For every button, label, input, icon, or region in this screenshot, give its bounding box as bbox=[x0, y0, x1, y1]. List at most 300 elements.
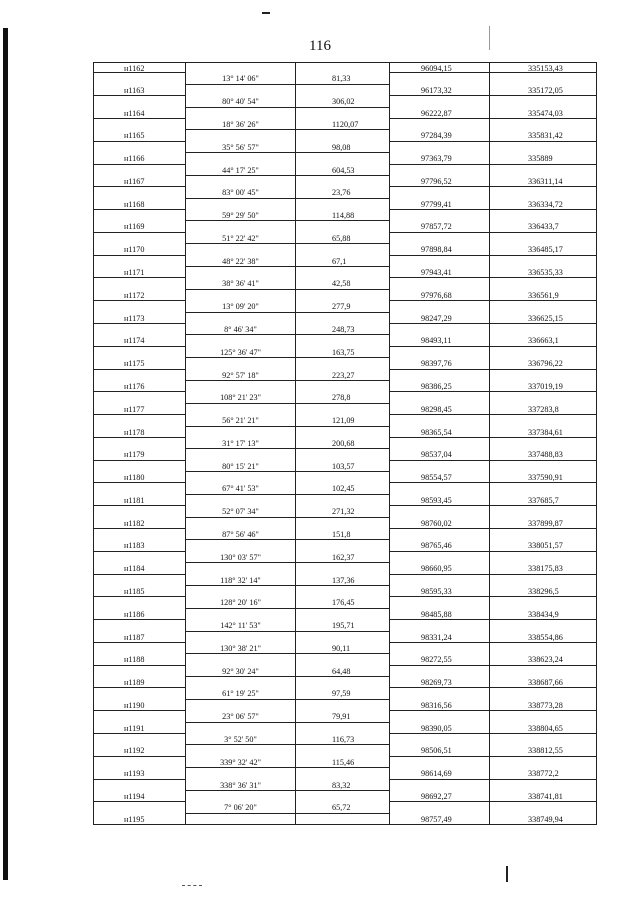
distance-cell bbox=[295, 85, 389, 96]
table-row-segment bbox=[93, 529, 597, 540]
direction-angle-cell bbox=[185, 404, 295, 415]
table-row-point bbox=[93, 404, 597, 415]
x-coordinate-cell: 96094,15 bbox=[389, 62, 489, 73]
y-coordinate-cell: 336311,14 bbox=[489, 176, 597, 187]
direction-angle-cell bbox=[185, 244, 295, 255]
point-name-cell: н1195 bbox=[93, 814, 185, 825]
distance-cell bbox=[295, 221, 389, 232]
x-coordinate-cell bbox=[389, 461, 489, 472]
direction-angle-cell: 83° 00' 45" bbox=[185, 187, 295, 198]
distance-cell: 79,91 bbox=[295, 711, 389, 722]
y-coordinate-cell bbox=[489, 734, 597, 745]
point-name-cell bbox=[93, 233, 185, 244]
x-coordinate-cell: 97857,72 bbox=[389, 221, 489, 232]
table-row-point bbox=[93, 358, 597, 369]
point-name-cell: н1193 bbox=[93, 768, 185, 779]
distance-cell bbox=[295, 62, 389, 73]
direction-angle-cell: 59° 29' 50" bbox=[185, 210, 295, 221]
distance-cell: 23,76 bbox=[295, 187, 389, 198]
table-row-segment bbox=[93, 96, 597, 107]
direction-angle-cell bbox=[185, 677, 295, 688]
y-coordinate-cell bbox=[489, 529, 597, 540]
direction-angle-cell: 142° 11' 53" bbox=[185, 620, 295, 631]
point-name-cell: н1182 bbox=[93, 518, 185, 529]
scan-edge-shadow bbox=[3, 28, 8, 880]
x-coordinate-cell: 98692,27 bbox=[389, 791, 489, 802]
table-row-point bbox=[93, 381, 597, 392]
direction-angle-cell: 92° 30' 24" bbox=[185, 666, 295, 677]
direction-angle-cell bbox=[185, 814, 295, 825]
point-name-cell: н1179 bbox=[93, 449, 185, 460]
distance-cell: 102,45 bbox=[295, 483, 389, 494]
x-coordinate-cell bbox=[389, 96, 489, 107]
y-coordinate-cell: 336663,1 bbox=[489, 335, 597, 346]
point-name-cell bbox=[93, 278, 185, 289]
direction-angle-cell: 92° 57' 18" bbox=[185, 370, 295, 381]
x-coordinate-cell: 98485,88 bbox=[389, 609, 489, 620]
point-name-cell bbox=[93, 96, 185, 107]
y-coordinate-cell bbox=[489, 666, 597, 677]
point-name-cell bbox=[93, 757, 185, 768]
table-row-segment bbox=[93, 256, 597, 267]
table-row-segment bbox=[93, 187, 597, 198]
table-row-segment bbox=[93, 552, 597, 563]
point-name-cell bbox=[93, 575, 185, 586]
x-coordinate-cell bbox=[389, 233, 489, 244]
y-coordinate-cell bbox=[489, 552, 597, 563]
direction-angle-cell: 51° 22' 42" bbox=[185, 233, 295, 244]
y-coordinate-cell: 338175,83 bbox=[489, 563, 597, 574]
table-row-point bbox=[93, 427, 597, 438]
direction-angle-cell: 108° 21' 23" bbox=[185, 392, 295, 403]
direction-angle-cell: 61° 19' 25" bbox=[185, 688, 295, 699]
y-coordinate-cell: 338749,94 bbox=[489, 814, 597, 825]
x-coordinate-cell: 98397,76 bbox=[389, 358, 489, 369]
distance-cell bbox=[295, 267, 389, 278]
direction-angle-cell bbox=[185, 745, 295, 756]
x-coordinate-cell bbox=[389, 483, 489, 494]
x-coordinate-cell bbox=[389, 506, 489, 517]
y-coordinate-cell bbox=[489, 119, 597, 130]
x-coordinate-cell bbox=[389, 552, 489, 563]
x-coordinate-cell bbox=[389, 256, 489, 267]
x-coordinate-cell: 97796,52 bbox=[389, 176, 489, 187]
table-row-segment bbox=[93, 643, 597, 654]
table-row-segment bbox=[93, 461, 597, 472]
x-coordinate-cell: 98554,57 bbox=[389, 472, 489, 483]
table-row-point bbox=[93, 335, 597, 346]
distance-cell bbox=[295, 791, 389, 802]
x-coordinate-cell: 97943,41 bbox=[389, 267, 489, 278]
y-coordinate-cell bbox=[489, 802, 597, 813]
direction-angle-cell bbox=[185, 723, 295, 734]
distance-cell bbox=[295, 745, 389, 756]
y-coordinate-cell bbox=[489, 301, 597, 312]
point-name-cell: н1189 bbox=[93, 677, 185, 688]
distance-cell bbox=[295, 176, 389, 187]
table-row-point bbox=[93, 586, 597, 597]
point-name-cell: н1194 bbox=[93, 791, 185, 802]
direction-angle-cell bbox=[185, 176, 295, 187]
point-name-cell bbox=[93, 780, 185, 791]
table-row-segment bbox=[93, 597, 597, 608]
distance-cell bbox=[295, 723, 389, 734]
direction-angle-cell: 56° 21' 21" bbox=[185, 415, 295, 426]
table-row-point bbox=[93, 221, 597, 232]
distance-cell: 278,8 bbox=[295, 392, 389, 403]
y-coordinate-cell bbox=[489, 506, 597, 517]
direction-angle-cell: 13° 14' 06" bbox=[185, 73, 295, 84]
table-row-segment bbox=[93, 278, 597, 289]
table-row-segment bbox=[93, 415, 597, 426]
table-row-segment bbox=[93, 119, 597, 130]
y-coordinate-cell: 335474,03 bbox=[489, 108, 597, 119]
table-row-segment bbox=[93, 347, 597, 358]
distance-cell: 65,88 bbox=[295, 233, 389, 244]
point-name-cell: н1181 bbox=[93, 495, 185, 506]
table-row-point bbox=[93, 814, 597, 825]
point-name-cell: н1191 bbox=[93, 723, 185, 734]
distance-cell: 151,8 bbox=[295, 529, 389, 540]
scan-mark-dots bbox=[182, 885, 202, 887]
y-coordinate-cell: 336625,15 bbox=[489, 313, 597, 324]
point-name-cell: н1164 bbox=[93, 108, 185, 119]
distance-cell: 103,57 bbox=[295, 461, 389, 472]
distance-cell bbox=[295, 130, 389, 141]
direction-angle-cell: 23° 06' 57" bbox=[185, 711, 295, 722]
direction-angle-cell: 125° 36' 47" bbox=[185, 347, 295, 358]
x-coordinate-cell: 97976,68 bbox=[389, 290, 489, 301]
table-row-point bbox=[93, 108, 597, 119]
x-coordinate-cell: 98269,73 bbox=[389, 677, 489, 688]
point-name-cell bbox=[93, 802, 185, 813]
direction-angle-cell bbox=[185, 358, 295, 369]
table-row-point bbox=[93, 267, 597, 278]
direction-angle-cell bbox=[185, 221, 295, 232]
distance-cell bbox=[295, 335, 389, 346]
point-name-cell bbox=[93, 597, 185, 608]
distance-cell: 98,08 bbox=[295, 142, 389, 153]
x-coordinate-cell bbox=[389, 370, 489, 381]
x-coordinate-cell bbox=[389, 210, 489, 221]
distance-cell: 195,71 bbox=[295, 620, 389, 631]
direction-angle-cell bbox=[185, 290, 295, 301]
point-name-cell bbox=[93, 119, 185, 130]
point-name-cell: н1184 bbox=[93, 563, 185, 574]
point-name-cell bbox=[93, 187, 185, 198]
distance-cell bbox=[295, 632, 389, 643]
direction-angle-cell: 130° 03' 57" bbox=[185, 552, 295, 563]
y-coordinate-cell: 335889 bbox=[489, 153, 597, 164]
y-coordinate-cell bbox=[489, 780, 597, 791]
x-coordinate-cell: 98757,49 bbox=[389, 814, 489, 825]
distance-cell: 137,36 bbox=[295, 575, 389, 586]
table-row-point bbox=[93, 609, 597, 620]
table-row-segment bbox=[93, 301, 597, 312]
scan-mark-bottom bbox=[506, 866, 508, 882]
direction-angle-cell: 13° 09' 20" bbox=[185, 301, 295, 312]
distance-cell bbox=[295, 153, 389, 164]
direction-angle-cell bbox=[185, 586, 295, 597]
page-number: 116 bbox=[309, 38, 331, 54]
y-coordinate-cell: 337384,61 bbox=[489, 427, 597, 438]
distance-cell bbox=[295, 518, 389, 529]
y-coordinate-cell bbox=[489, 620, 597, 631]
distance-cell bbox=[295, 427, 389, 438]
y-coordinate-cell bbox=[489, 96, 597, 107]
x-coordinate-cell: 98660,95 bbox=[389, 563, 489, 574]
point-name-cell: н1167 bbox=[93, 176, 185, 187]
distance-cell: 162,37 bbox=[295, 552, 389, 563]
y-coordinate-cell bbox=[489, 278, 597, 289]
y-coordinate-cell bbox=[489, 370, 597, 381]
y-coordinate-cell bbox=[489, 688, 597, 699]
table-row-point bbox=[93, 791, 597, 802]
table-row-point bbox=[93, 518, 597, 529]
point-name-cell bbox=[93, 324, 185, 335]
direction-angle-cell: 67° 41' 53" bbox=[185, 483, 295, 494]
point-name-cell bbox=[93, 392, 185, 403]
point-name-cell bbox=[93, 506, 185, 517]
y-coordinate-cell: 336535,33 bbox=[489, 267, 597, 278]
table-row-segment bbox=[93, 711, 597, 722]
table-row-segment bbox=[93, 802, 597, 813]
distance-cell bbox=[295, 654, 389, 665]
y-coordinate-cell bbox=[489, 324, 597, 335]
x-coordinate-cell bbox=[389, 278, 489, 289]
point-name-cell: н1192 bbox=[93, 745, 185, 756]
distance-cell: 248,73 bbox=[295, 324, 389, 335]
scan-mark-top bbox=[262, 12, 270, 14]
table-row-point bbox=[93, 563, 597, 574]
x-coordinate-cell bbox=[389, 392, 489, 403]
x-coordinate-cell bbox=[389, 165, 489, 176]
table-row-segment bbox=[93, 392, 597, 403]
x-coordinate-cell: 98493,11 bbox=[389, 335, 489, 346]
y-coordinate-cell: 338804,65 bbox=[489, 723, 597, 734]
direction-angle-cell bbox=[185, 768, 295, 779]
table-row-segment bbox=[93, 370, 597, 381]
table-row-point bbox=[93, 244, 597, 255]
x-coordinate-cell: 98593,45 bbox=[389, 495, 489, 506]
x-coordinate-cell bbox=[389, 802, 489, 813]
direction-angle-cell bbox=[185, 267, 295, 278]
point-name-cell: н1174 bbox=[93, 335, 185, 346]
table-row-point bbox=[93, 472, 597, 483]
y-coordinate-cell bbox=[489, 415, 597, 426]
point-name-cell: н1171 bbox=[93, 267, 185, 278]
x-coordinate-cell bbox=[389, 73, 489, 84]
distance-cell: 83,32 bbox=[295, 780, 389, 791]
x-coordinate-cell: 98614,69 bbox=[389, 768, 489, 779]
y-coordinate-cell bbox=[489, 575, 597, 586]
distance-cell: 81,33 bbox=[295, 73, 389, 84]
point-name-cell bbox=[93, 256, 185, 267]
direction-angle-cell bbox=[185, 632, 295, 643]
direction-angle-cell bbox=[185, 313, 295, 324]
table-row-point bbox=[93, 632, 597, 643]
distance-cell: 277,9 bbox=[295, 301, 389, 312]
y-coordinate-cell: 338741,81 bbox=[489, 791, 597, 802]
table-row-segment bbox=[93, 165, 597, 176]
table-row-segment bbox=[93, 575, 597, 586]
direction-angle-cell: 338° 36' 31" bbox=[185, 780, 295, 791]
distance-cell bbox=[295, 586, 389, 597]
direction-angle-cell bbox=[185, 449, 295, 460]
distance-cell: 115,46 bbox=[295, 757, 389, 768]
y-coordinate-cell: 337283,8 bbox=[489, 404, 597, 415]
point-name-cell: н1180 bbox=[93, 472, 185, 483]
distance-cell: 223,27 bbox=[295, 370, 389, 381]
distance-cell bbox=[295, 677, 389, 688]
point-name-cell: н1165 bbox=[93, 130, 185, 141]
direction-angle-cell bbox=[185, 495, 295, 506]
x-coordinate-cell: 98390,05 bbox=[389, 723, 489, 734]
direction-angle-cell: 118° 32' 14" bbox=[185, 575, 295, 586]
direction-angle-cell bbox=[185, 85, 295, 96]
y-coordinate-cell: 336796,22 bbox=[489, 358, 597, 369]
point-name-cell: н1163 bbox=[93, 85, 185, 96]
distance-cell: 65,72 bbox=[295, 802, 389, 813]
y-coordinate-cell bbox=[489, 392, 597, 403]
y-coordinate-cell: 338773,28 bbox=[489, 700, 597, 711]
point-name-cell bbox=[93, 415, 185, 426]
table-row-segment bbox=[93, 324, 597, 335]
distance-cell: 163,75 bbox=[295, 347, 389, 358]
point-name-cell bbox=[93, 734, 185, 745]
point-name-cell: н1178 bbox=[93, 427, 185, 438]
y-coordinate-cell bbox=[489, 142, 597, 153]
y-coordinate-cell bbox=[489, 73, 597, 84]
y-coordinate-cell: 338812,55 bbox=[489, 745, 597, 756]
direction-angle-cell: 8° 46' 34" bbox=[185, 324, 295, 335]
table-row-segment bbox=[93, 666, 597, 677]
direction-angle-cell bbox=[185, 654, 295, 665]
point-name-cell bbox=[93, 165, 185, 176]
point-name-cell bbox=[93, 73, 185, 84]
direction-angle-cell: 18° 36' 26" bbox=[185, 119, 295, 130]
distance-cell bbox=[295, 449, 389, 460]
point-name-cell bbox=[93, 347, 185, 358]
y-coordinate-cell: 336561,9 bbox=[489, 290, 597, 301]
point-name-cell bbox=[93, 688, 185, 699]
y-coordinate-cell: 337899,87 bbox=[489, 518, 597, 529]
x-coordinate-cell bbox=[389, 415, 489, 426]
table-row-segment bbox=[93, 757, 597, 768]
distance-cell bbox=[295, 472, 389, 483]
y-coordinate-cell: 337685,7 bbox=[489, 495, 597, 506]
point-name-cell bbox=[93, 438, 185, 449]
x-coordinate-cell bbox=[389, 324, 489, 335]
distance-cell: 200,68 bbox=[295, 438, 389, 449]
x-coordinate-cell: 97898,84 bbox=[389, 244, 489, 255]
distance-cell: 176,45 bbox=[295, 597, 389, 608]
direction-angle-cell bbox=[185, 130, 295, 141]
distance-cell bbox=[295, 358, 389, 369]
distance-cell bbox=[295, 290, 389, 301]
x-coordinate-cell: 98760,02 bbox=[389, 518, 489, 529]
point-name-cell: н1187 bbox=[93, 632, 185, 643]
x-coordinate-cell: 96173,32 bbox=[389, 85, 489, 96]
x-coordinate-cell: 97363,79 bbox=[389, 153, 489, 164]
direction-angle-cell bbox=[185, 62, 295, 73]
y-coordinate-cell bbox=[489, 347, 597, 358]
point-name-cell: н1170 bbox=[93, 244, 185, 255]
point-name-cell bbox=[93, 301, 185, 312]
table-row-point bbox=[93, 85, 597, 96]
distance-cell bbox=[295, 563, 389, 574]
point-name-cell: н1162 bbox=[93, 62, 185, 73]
distance-cell: 67,1 bbox=[295, 256, 389, 267]
direction-angle-cell: 80° 40' 54" bbox=[185, 96, 295, 107]
x-coordinate-cell bbox=[389, 597, 489, 608]
coordinates-table bbox=[93, 62, 597, 825]
direction-angle-cell bbox=[185, 427, 295, 438]
distance-cell: 90,11 bbox=[295, 643, 389, 654]
distance-cell bbox=[295, 199, 389, 210]
y-coordinate-cell bbox=[489, 438, 597, 449]
x-coordinate-cell: 98765,46 bbox=[389, 540, 489, 551]
table-row-point bbox=[93, 153, 597, 164]
x-coordinate-cell: 98316,56 bbox=[389, 700, 489, 711]
distance-cell: 121,09 bbox=[295, 415, 389, 426]
table-row-segment bbox=[93, 483, 597, 494]
distance-cell: 42,58 bbox=[295, 278, 389, 289]
direction-angle-cell bbox=[185, 700, 295, 711]
y-coordinate-cell: 336334,72 bbox=[489, 199, 597, 210]
x-coordinate-cell bbox=[389, 711, 489, 722]
x-coordinate-cell bbox=[389, 620, 489, 631]
y-coordinate-cell: 337488,83 bbox=[489, 449, 597, 460]
table-row-point bbox=[93, 199, 597, 210]
x-coordinate-cell: 98298,45 bbox=[389, 404, 489, 415]
x-coordinate-cell bbox=[389, 187, 489, 198]
distance-cell bbox=[295, 244, 389, 255]
distance-cell bbox=[295, 404, 389, 415]
point-name-cell: н1185 bbox=[93, 586, 185, 597]
table-row-point bbox=[93, 654, 597, 665]
y-coordinate-cell: 336433,7 bbox=[489, 221, 597, 232]
table-row-point bbox=[93, 176, 597, 187]
x-coordinate-cell: 97799,41 bbox=[389, 199, 489, 210]
y-coordinate-cell: 335153,43 bbox=[489, 62, 597, 73]
x-coordinate-cell: 98595,33 bbox=[389, 586, 489, 597]
distance-cell bbox=[295, 609, 389, 620]
point-name-cell bbox=[93, 643, 185, 654]
y-coordinate-cell bbox=[489, 210, 597, 221]
distance-cell: 306,02 bbox=[295, 96, 389, 107]
direction-angle-cell: 128° 20' 16" bbox=[185, 597, 295, 608]
table-row-segment bbox=[93, 506, 597, 517]
distance-cell: 116,73 bbox=[295, 734, 389, 745]
point-name-cell: н1177 bbox=[93, 404, 185, 415]
table-row-point bbox=[93, 745, 597, 756]
point-name-cell: н1172 bbox=[93, 290, 185, 301]
distance-cell: 64,48 bbox=[295, 666, 389, 677]
x-coordinate-cell bbox=[389, 734, 489, 745]
point-name-cell: н1166 bbox=[93, 153, 185, 164]
table-row-point bbox=[93, 677, 597, 688]
x-coordinate-cell bbox=[389, 142, 489, 153]
table-row-point bbox=[93, 313, 597, 324]
y-coordinate-cell bbox=[489, 165, 597, 176]
direction-angle-cell bbox=[185, 791, 295, 802]
distance-cell bbox=[295, 313, 389, 324]
table-row-segment bbox=[93, 142, 597, 153]
distance-cell bbox=[295, 381, 389, 392]
table-row-point bbox=[93, 62, 597, 73]
point-name-cell bbox=[93, 370, 185, 381]
